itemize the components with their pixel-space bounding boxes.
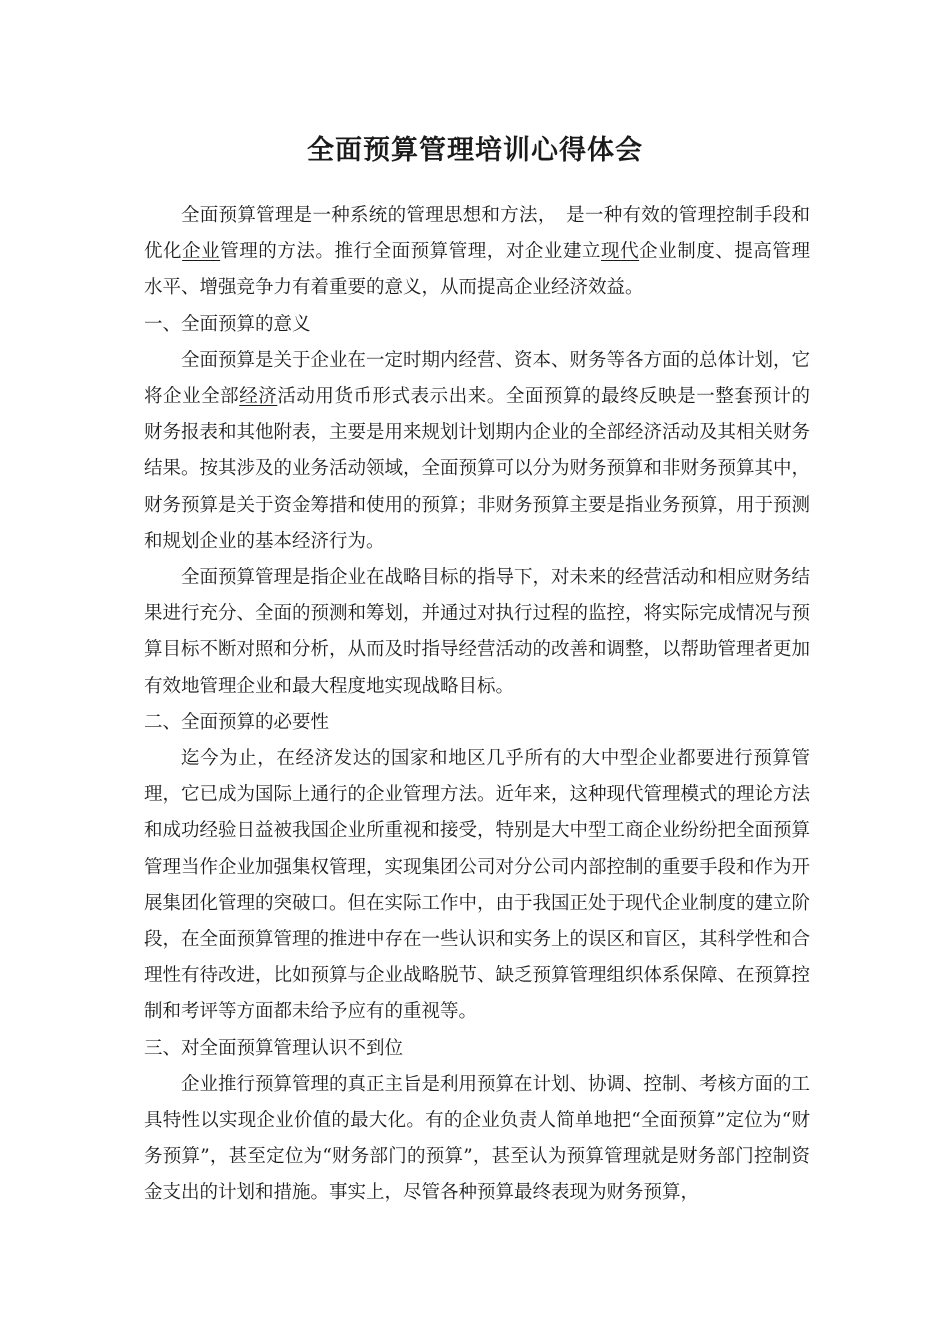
enterprise-link[interactable]: 企业 xyxy=(182,241,221,263)
paragraph-understanding: 企业推行预算管理的真正主旨是利用预算在计划、协调、控制、考核方面的工具特性以实现企业价值的最大化。有的企业负责人简单地把“全面预算”定位为“财务预算”，甚至定位为“财务部门的预算”，甚至认为预算管理就是财务部门控制资金支出的计划和措施。事实上，尽管各种预算最终表现为财务预算， xyxy=(144,1073,811,1204)
intro-text-b: 管理的方法。推行全面预算管理，对企业建立 xyxy=(220,241,602,263)
section-heading-1: 一、全面预算的意义 xyxy=(144,313,311,335)
modern-link[interactable]: 现代 xyxy=(601,241,640,263)
paragraph-budget-management: 全面预算管理是指企业在战略目标的指导下，对未来的经营活动和相应财务结果进行充分、全面的预测和筹划，并通过对执行过程的监控，将实际完成情况与预算目标不断对照和分析，从而及时指导经营活动的改善和调整，以帮助管理者更加有效地管理企业和最大程度地实现战略目标。 xyxy=(144,567,811,697)
intro-text-a: 全面预算管理是一种系统的管理思想和方法， 是一种有效的管理控制手段和优化 xyxy=(144,205,810,263)
section-heading-3: 三、对全面预算管理认识不到位 xyxy=(144,1037,404,1059)
paragraph-budget-meaning xyxy=(144,343,810,560)
budget-meaning-text-a: 全面预算是关于企业在一定时期内经营、资本、财务等各方面的总体计划，它将企业全部 xyxy=(144,349,811,408)
paragraph-necessity: 迄今为止，在经济发达的国家和地区几乎所有的大中型企业都要进行预算管理，它已成为国际上通行的企业管理方法。近年来，这种现代管理模式的理论方法和成功经验日益被我国企业所重视和接受，特别是大中型工商企业纷纷把全面预算管理当作企业加强集权管理，实现集团公司对分公司内部控制的重要手段和作为开展集团化管理的突破口。但在实际工作中，由于我国正处于现代企业制度的建立阶段，在全面预算管理的推进中存在一些认识和实务上的误区和盲区，其科学性和合理性有待改进，比如预算与企业战略脱节、缺乏预算管理组织体系保障、在预算控制和考评等方面都未给予应有的重视等。 xyxy=(144,748,811,1023)
document-body xyxy=(144,198,810,1212)
economy-link[interactable]: 经济 xyxy=(239,386,278,408)
intro-text-c: 企业制度、提高管理水平、增强竞争力有着重要的意义，从而提高企业经济效益。 xyxy=(144,241,810,299)
budget-meaning-text-b: 活动用货币形式表示出来。全面预算的最终反映是一整套预计的财务报表和其他附表，主要是用来规划计划期内企业的全部经济活动及其相关财务结果。按其涉及的业务活动领域，全面预算可以分为财务预算和非财务预算其中，财务预算是关于资金筹措和使用的预算；非财务预算主要是指业务预算，用于预测和规划企业的基本经济行为。 xyxy=(144,386,811,552)
intro-paragraph xyxy=(144,198,810,307)
section-heading-2: 二、全面预算的必要性 xyxy=(144,711,330,733)
document-title: 全面预算管理培训心得体会 xyxy=(307,135,643,166)
